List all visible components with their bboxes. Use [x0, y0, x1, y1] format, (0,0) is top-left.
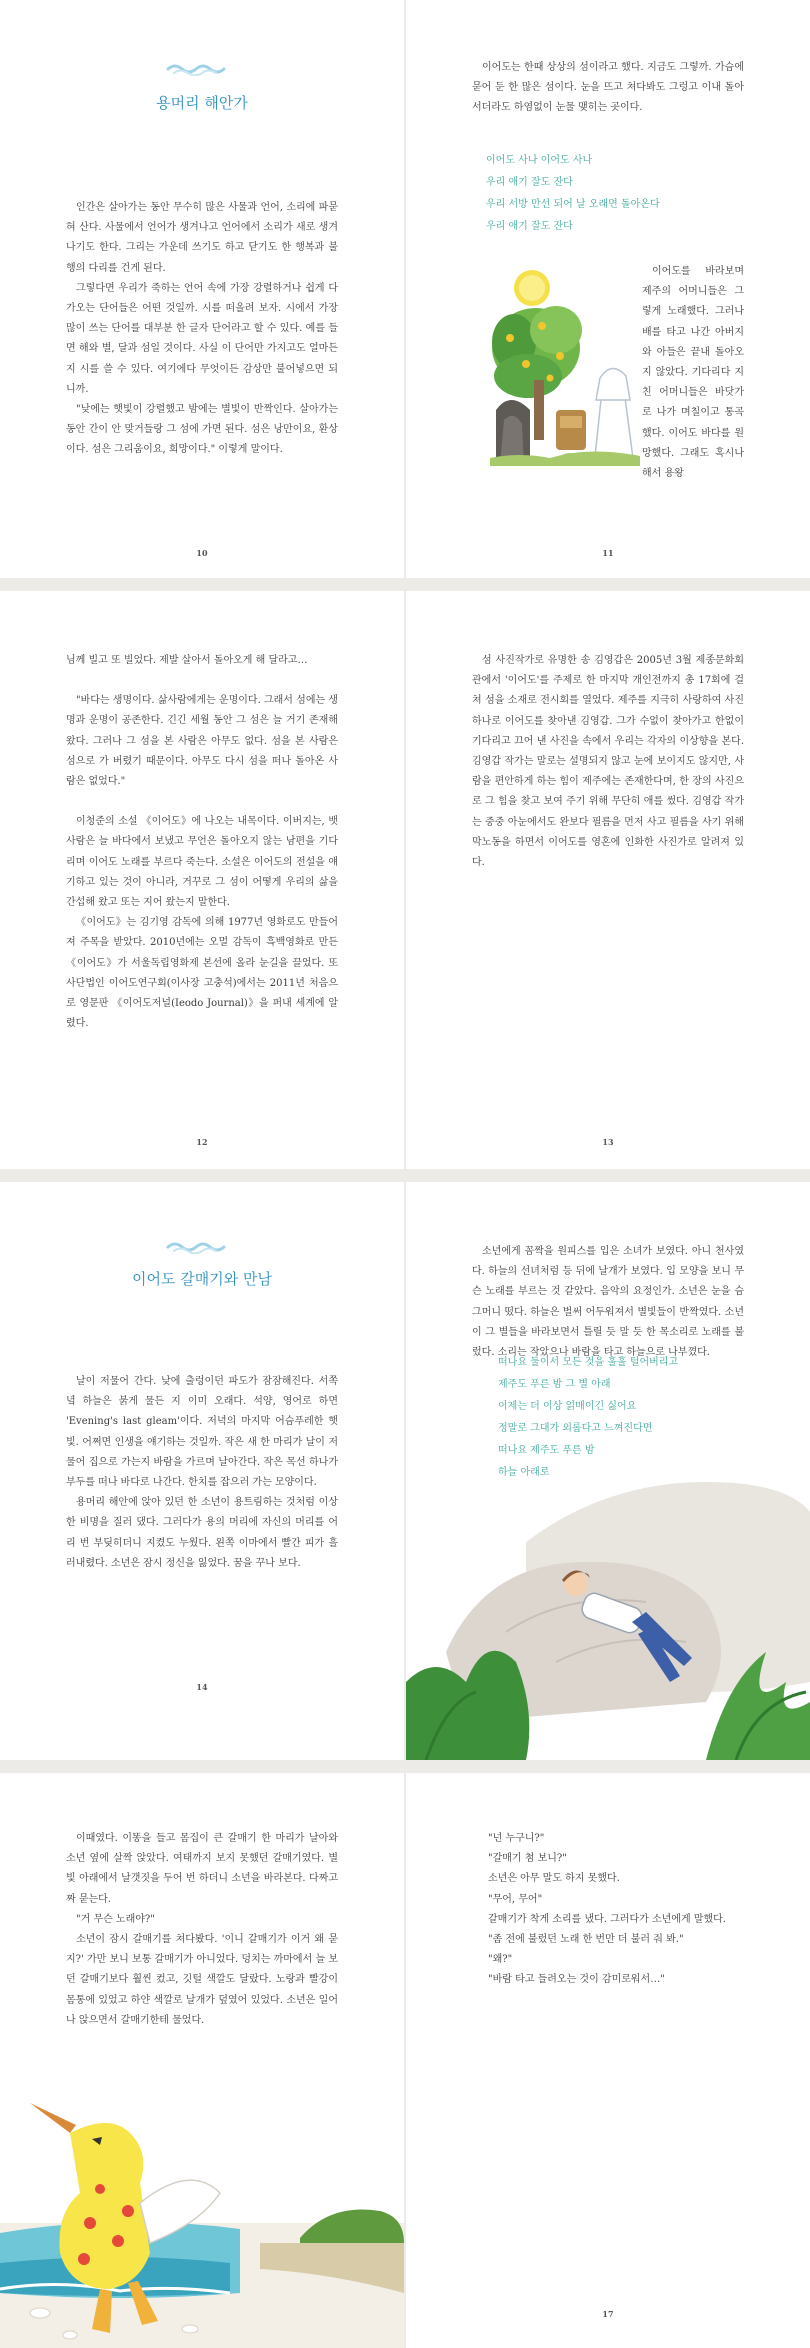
page-10 [0, 0, 404, 578]
paragraph: 그렇다면 우리가 죽하는 언어 속에 가장 강렬하거나 쉽게 다가오는 단어들은 어떤 것일까. 시를 떠올려 보자. 시에서 가장 많이 쓰는 단어를 대부분 한 글자 단어라고 할 수 있다. 예를 들면 해와 별, 달과 섬일 것이다. 사실 이 단어만 가지고도 얼마든지 시를 쓸 수 있다. 여기에다 무엇이든 감상만 불어넣으면 되니까. [66, 282, 338, 395]
paragraph: 소년에게 꼼짝을 원피스를 입은 소녀가 보였다. 아니 천사였다. 하늘의 선녀처럼 등 뒤에 날개가 보였다. 입 모양을 보니 무슨 노래를 부르는 것 같았다. 음악의 요정인가. 소년은 눈을 슴그머니 떴다. 하늘은 벌써 어두워져서 별빛들이 반짝였다. 소년이 그 별들을 바라보면서 틀릴 듯 말 듯 한 목소리로 노래를 불렀다. 소리는 작았으나 바람을 타고 하늘으로 나부꼈다. [472, 1246, 744, 1359]
page-11 [406, 0, 810, 578]
lyric-line: 우리 애기 잘도 잔다 [486, 177, 573, 188]
paragraph: 용머리 해안에 앉아 있던 한 소년이 용트림하는 것처럼 이상한 비명을 질러 댔다. 그러다가 용의 머리에 자신의 머리를 어리 번 부딪히더니 지켰도 누웠다. 왼쪽 이마에서 빨간 피가 흘러내렸다. 소년은 잠시 정신을 잃었다. 꿈을 꾸나 보다. [66, 1497, 338, 1569]
body-text [472, 651, 744, 873]
lyric-line: 이어도 사나 이어도 사나 [486, 155, 593, 166]
lyric-line: 우리 애기 잘도 잔다 [486, 221, 573, 232]
dialogue-block [478, 1829, 746, 1991]
paragraph: 소년이 잠시 갈매기를 쳐다봤다. '이니 갈매기가 이거 왜 묻지?' 가만 보니 보통 갈매기가 아니었다. 덩치는 까마에서 늘 보던 갈매기보다 훨씬 컸고, 깃털 색깔도 달랐다. 노랑과 빨강이 몸통에 있었고 하얀 색깔로 날개가 덮였어 있었다. 소년은 일어나 앉으면서 갈매기한테 물었다. [66, 1934, 338, 2026]
page-number: 11 [602, 548, 614, 558]
paragraph: 날이 저물어 간다. 낮에 출렁이던 파도가 잠잠해진다. 서쪽 녘 하늘은 붉게 물든 지 이미 오래다. 석양, 영어로 하면 'Evening's last gleam'이다. 저녁의 마지막 어슴푸레한 햇빛. 어쩌면 인생을 얘기하는 것일까. 작은 새 한 마리가 날이 저물어 집으로 가는지 바람을 가르며 날아간다. 작은 목선 하나가 부두를 떠나 바다로 나간다. 한치를 잡으러 가는 모양이다. [66, 1376, 338, 1489]
dialogue-line: "넌 누구니?" [488, 1833, 545, 1844]
page-number: 17 [602, 2309, 614, 2319]
lyric-line: 제주도 푸른 밤 그 별 아래 [498, 1379, 611, 1390]
page-number: 10 [196, 548, 208, 558]
dialogue-line: 갈매기가 착게 소리를 냈다. 그러다가 소년에게 말했다. [488, 1913, 726, 1925]
page-12 [0, 591, 404, 1169]
paragraph: 님께 빌고 또 빌었다. 제발 살아서 돌아오게 해 달라고… [66, 655, 308, 666]
lyric-line: 떠나요 둘이서 모든 것을 훌훌 털어버리고 [498, 1357, 679, 1368]
paragraph: 이때였다. 이똥을 들고 몸집이 큰 갈매기 한 마리가 날아와 소년 옆에 살짝 앉았다. 여태까지 보지 못했던 갈매기였다. 별빛 아래에서 날갯짓을 두어 번 하더니 소년을 바라본다. 다짜고짜 묻는다. [66, 1833, 338, 1905]
wave-ornament-icon [166, 1240, 228, 1254]
page-13 [406, 591, 810, 1169]
body-text [66, 1829, 338, 2031]
page-number: 12 [196, 1137, 208, 1147]
paragraph: 섬 사진작가로 유명한 송 김영갑은 2005년 3월 제종문화회관에서 '이어도'를 주제로 한 마지막 개인전까지 총 17회에 걸쳐 섬을 소재로 전시회를 열었다. 제주를 지극히 사랑하여 사진 하나로 이어도를 찾아낸 김영갑. 그가 수없이 찾아가고 한없이 기다리고 끄어 낸 사진을 속에서 우리는 각자의 이상향을 본다. 김영갑 작가는 말로는 설명되지 않고 눈에 보이지도 않지만, 사람을 편안하게 하는 힘이 제주에는 존재한다며, 한 장의 사진으로 그 힘을 찾고 보여 주기 위해 무단히 애를 썼다. 김영갑 작가는 중중 아눈에서도 완보다 필름을 먼저 사고 필름을 사기 위해 막노동을 하면서 이어도를 영혼에 인화한 사진가로 알려져 있다. [472, 655, 744, 869]
page-16 [0, 1773, 404, 2348]
paragraph: 이청준의 소설 《이어도》에 나오는 내목이다. 이버지는, 뱃사람은 늘 바다에서 보냈고 무언은 돌아오지 않는 남편을 기다리며 이어도 노래를 부르다 죽는다. 소설은 이어도의 전설을 얘기하고 있는 것이 아니라, 거꾸로 그 섬이 어떻게 우리의 삶을 간섭해 왔고 또는 지어 왔는지 말한다. [66, 816, 338, 909]
chapter-title: 이어도 갈매기와 만남 [132, 1270, 272, 1288]
page-15 [406, 1182, 810, 1760]
wave-ornament-icon [166, 62, 228, 76]
page-number: 14 [196, 1682, 208, 1692]
body-text [472, 1242, 744, 1363]
paragraph: 《이어도》는 김기영 감독에 의해 1977년 영화로도 만들어져 주목을 받았다. 2010년에는 오멀 감독이 흑백영화로 만든 《이어도》가 서울독립영화제 본선에 올라 눈길을 끌었다. 또 사단법인 이어도연구회(이사장 고충석)에서는 2011년 처음으로 영문판 《이어도저널(Ieodo Journal)》을 퍼내 세계에 알렸다. [66, 917, 338, 1030]
dialogue-line: "왜?" [488, 1954, 513, 1966]
lyric-line: 이제는 더 이상 얽매이긴 싫어요 [498, 1401, 637, 1412]
dialogue-line: "무어, 무어" [488, 1893, 543, 1905]
paragraph: 인간은 살아가는 동안 무수히 많은 사물과 언어, 소리에 파묻혀 산다. 사물에서 언어가 생겨나고 언어에서 소리가 새로 생겨나기도 한다. 그리는 가운데 쓰기도 하고 닫기도 한 행복과 불행의 다리를 건게 된다. [66, 202, 338, 274]
lyric-line: 하늘 아래로 [498, 1467, 550, 1478]
page-17 [406, 1773, 810, 2348]
body-text [472, 58, 744, 119]
lyrics-block [486, 150, 660, 238]
dialogue-line: "바람 타고 들려오는 것이 감미로워서…" [488, 1974, 665, 1986]
dialogue-line: "좀 전에 불렀던 노래 한 번만 더 불러 줘 봐." [488, 1934, 684, 1946]
paragraph: "바다는 생명이다. 삶사람에게는 운명이다. 그래서 섬에는 생명과 운명이 공존한다. 긴긴 세월 동안 그 섬은 늘 거기 존재해 왔다. 그러나 그 섬을 본 사람은 아무도 없다. 섬을 본 사람은 섬으로 가 버렸기 때문이다. 아무도 다시 섬을 떠나 돌아온 사람은 없었다." [66, 695, 338, 788]
page-number: 13 [602, 1137, 614, 1147]
dialogue-line: 소년은 아무 말도 하지 못했다. [488, 1873, 620, 1885]
page-14 [0, 1182, 404, 1760]
lyric-line: 정말로 그대가 외롭다고 느껴진다면 [498, 1423, 653, 1434]
dialogue-line: "거 무슨 노래야?" [76, 1913, 155, 1925]
body-text [66, 198, 338, 461]
lyrics-block [498, 1352, 678, 1484]
paragraph: 이어도는 한때 상상의 섬이라고 했다. 지금도 그렇까. 가슴에 묻어 둔 한 많은 섬이다. 눈을 뜨고 쳐다봐도 그렁고 이내 돌아서더라도 하염없이 눈물 맺히는 곳이다. [472, 62, 744, 114]
paragraph: 이어도를 바라보며 제주의 어머니들은 그렇게 노래했다. 그러나 배를 타고 나간 아버지와 아들은 끝내 돌아오지 않았다. 기다리다 지친 어머니들은 바닷가로 나가 며칠이고 통곡했다. 이어도 바다를 원망했다. 그래도 혹시나 해서 용왕 [642, 266, 744, 480]
lyric-line: 떠나요 제주도 푸른 밤 [498, 1445, 595, 1456]
dialogue-line: "갈매기 첨 보니?" [488, 1853, 567, 1865]
chapter-title: 용머리 해안가 [156, 94, 248, 112]
lyric-line: 우리 서방 만선 되어 날 오래면 돌아온다 [486, 199, 660, 210]
paragraph: "낮에는 햇빛이 강렬했고 밤에는 별빛이 반짝인다. 살아가는 동안 간이 안 맞거들랑 그 섬에 가면 된다. 섬은 낭만이요, 환상이다. 섬은 그리움이요, 희망이다." 이렇게 말이다. [66, 404, 338, 456]
body-text [66, 1372, 338, 1574]
side-text [642, 262, 744, 484]
tree-woman-illustration [490, 260, 640, 466]
seagull-beach-illustration [0, 2093, 404, 2348]
body-text [66, 651, 338, 1034]
